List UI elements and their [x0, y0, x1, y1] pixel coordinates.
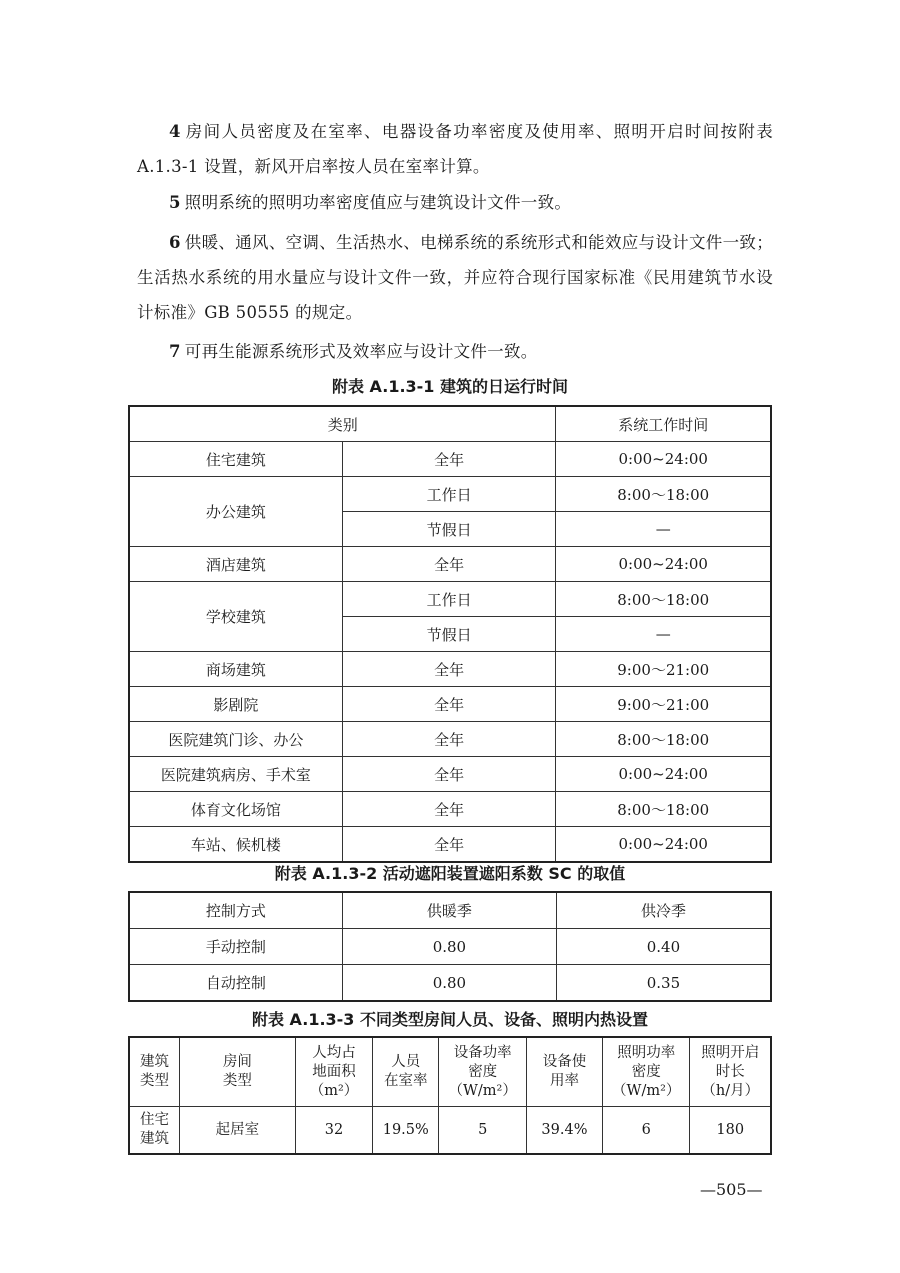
internal-heat-table — [128, 1036, 772, 1155]
period: 全年 — [342, 792, 556, 827]
table-row — [129, 929, 771, 965]
work-time: 9:00～21:00 — [556, 687, 771, 722]
building-type: 车站、候机楼 — [129, 827, 342, 863]
table-header-row — [129, 892, 771, 929]
table-header-row — [129, 406, 771, 442]
paragraph-5 — [137, 185, 773, 220]
paragraph-4 — [137, 114, 773, 184]
period: 全年 — [342, 687, 556, 722]
paragraph-7 — [137, 334, 773, 369]
area-per-person: 32 — [295, 1107, 372, 1155]
paragraph-6 — [137, 225, 773, 330]
building-type: 住宅建筑 — [129, 442, 342, 477]
cooling-value: 0.40 — [556, 929, 771, 965]
operating-hours-table — [128, 405, 772, 863]
period: 节假日 — [342, 512, 556, 547]
table-row — [129, 477, 771, 512]
table-row — [129, 547, 771, 582]
header-work-time: 系统工作时间 — [556, 406, 771, 442]
equipment-density: 5 — [439, 1107, 526, 1155]
building-type: 影剧院 — [129, 687, 342, 722]
table-row — [129, 965, 771, 1002]
heating-value: 0.80 — [342, 965, 556, 1002]
table-row — [129, 442, 771, 477]
cooling-value: 0.35 — [556, 965, 771, 1002]
building-type: 商场建筑 — [129, 652, 342, 687]
paragraph-4-text: 房间人员密度及在室率、电器设备功率密度及使用率、照明开启时间按附表 A.1.3-1 设置，新风开启率按人员在室率计算。 — [137, 122, 773, 176]
period: 工作日 — [342, 582, 556, 617]
building-type: 办公建筑 — [129, 477, 342, 547]
paragraph-6-number: 6 — [169, 233, 181, 252]
building-type: 学校建筑 — [129, 582, 342, 652]
table3-caption: 附表 A.1.3-3 不同类型房间人员、设备、照明内热设置 — [251, 1010, 649, 1029]
table-row — [129, 827, 771, 863]
table-row — [129, 687, 771, 722]
paragraph-5-number: 5 — [169, 193, 181, 212]
table-header-row — [129, 1037, 771, 1107]
table2-caption: 附表 A.1.3-2 活动遮阳装置遮阳系数 SC 的取值 — [274, 864, 626, 883]
header-area-per-person: 人均占 地面积 （m²） — [295, 1037, 372, 1107]
work-time: 0:00~24:00 — [556, 442, 771, 477]
period: 全年 — [342, 547, 556, 582]
paragraph-6-text: 供暖、通风、空调、生活热水、电梯系统的系统形式和能效应与设计文件一致；生活热水系统的用水量应与设计文件一致，并应符合现行国家标准《民用建筑节水设计标准》GB 50555 的规定。 — [137, 233, 773, 322]
paragraph-5-text: 照明系统的照明功率密度值应与建筑设计文件一致。 — [184, 193, 572, 212]
paragraph-4-number: 4 — [169, 122, 181, 141]
period: 全年 — [342, 442, 556, 477]
paragraph-7-text: 可再生能源系统形式及效率应与设计文件一致。 — [184, 342, 538, 361]
building-type: 住宅 建筑 — [129, 1107, 179, 1155]
heating-value: 0.80 — [342, 929, 556, 965]
work-time: 0:00~24:00 — [556, 827, 771, 863]
period: 全年 — [342, 652, 556, 687]
header-heating-season: 供暖季 — [342, 892, 556, 929]
lighting-hours: 180 — [690, 1107, 771, 1155]
period: 全年 — [342, 722, 556, 757]
paragraph-7-number: 7 — [169, 342, 181, 361]
header-control-mode: 控制方式 — [129, 892, 342, 929]
work-time: 8:00～18:00 — [556, 582, 771, 617]
control-mode: 手动控制 — [129, 929, 342, 965]
work-time: — — [556, 617, 771, 652]
building-type: 医院建筑病房、手术室 — [129, 757, 342, 792]
period: 节假日 — [342, 617, 556, 652]
header-lighting-density: 照明功率 密度 （W/m²） — [603, 1037, 690, 1107]
work-time: 8:00～18:00 — [556, 792, 771, 827]
work-time: 8:00～18:00 — [556, 477, 771, 512]
header-equipment-density: 设备功率 密度 （W/m²） — [439, 1037, 526, 1107]
header-lighting-hours: 照明开启 时长 （h/月） — [690, 1037, 771, 1107]
period: 工作日 — [342, 477, 556, 512]
equipment-use-rate: 39.4% — [526, 1107, 602, 1155]
header-category: 类别 — [129, 406, 556, 442]
work-time: 9:00～21:00 — [556, 652, 771, 687]
shading-coefficient-table — [128, 891, 772, 1002]
header-building-type: 建筑 类型 — [129, 1037, 179, 1107]
work-time: 0:00~24:00 — [556, 547, 771, 582]
control-mode: 自动控制 — [129, 965, 342, 1002]
occupancy-rate: 19.5% — [373, 1107, 439, 1155]
work-time: 8:00～18:00 — [556, 722, 771, 757]
building-type: 酒店建筑 — [129, 547, 342, 582]
period: 全年 — [342, 827, 556, 863]
work-time: — — [556, 512, 771, 547]
table-row — [129, 1107, 771, 1155]
table-row — [129, 652, 771, 687]
period: 全年 — [342, 757, 556, 792]
table-row — [129, 582, 771, 617]
header-room-type: 房间 类型 — [179, 1037, 295, 1107]
lighting-density: 6 — [603, 1107, 690, 1155]
header-cooling-season: 供冷季 — [556, 892, 771, 929]
work-time: 0:00~24:00 — [556, 757, 771, 792]
header-equipment-use-rate: 设备使 用率 — [526, 1037, 602, 1107]
header-occupancy-rate: 人员 在室率 — [373, 1037, 439, 1107]
building-type: 体育文化场馆 — [129, 792, 342, 827]
building-type: 医院建筑门诊、办公 — [129, 722, 342, 757]
table-row — [129, 722, 771, 757]
page-number: —505— — [700, 1180, 763, 1199]
table1-caption: 附表 A.1.3-1 建筑的日运行时间 — [331, 377, 569, 396]
table-row — [129, 757, 771, 792]
table-row — [129, 792, 771, 827]
room-type: 起居室 — [179, 1107, 295, 1155]
